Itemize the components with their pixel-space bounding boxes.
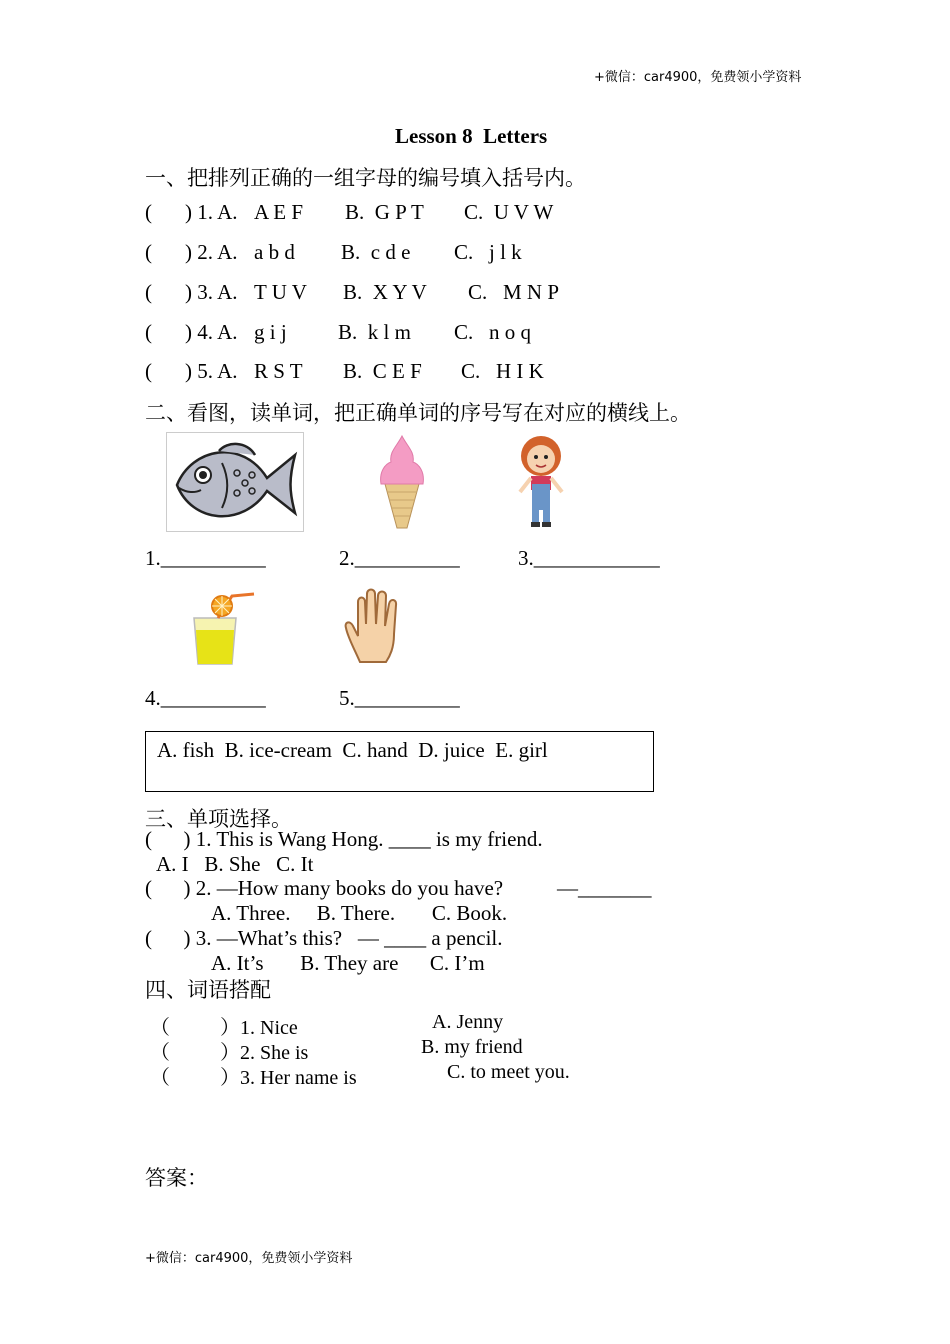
part1-heading: 一、把排列正确的一组字母的编号填入括号内。 bbox=[145, 166, 586, 190]
question-1: ( ) 1. This is Wang Hong. ____ is my friend. bbox=[145, 827, 543, 851]
option-b: B. c d e bbox=[341, 240, 411, 264]
part3-heading: 三、单项选择。 bbox=[145, 807, 292, 831]
answers-label: 答案： bbox=[145, 1166, 208, 1190]
question-3-options: A. It’s B. They are C. I’m bbox=[211, 951, 485, 975]
option-b: B. X Y V bbox=[343, 280, 427, 304]
paren: ( bbox=[145, 200, 152, 224]
option-c: C. n o q bbox=[454, 320, 532, 344]
match-right-1: A. Jenny bbox=[432, 1011, 504, 1033]
match-right-2: B. my friend bbox=[421, 1036, 523, 1058]
blank-1: 1.__________ bbox=[145, 546, 266, 570]
hand-icon bbox=[344, 588, 408, 664]
girl-icon bbox=[512, 434, 570, 530]
juice-icon bbox=[188, 588, 258, 666]
item-number: ) 2. A. bbox=[185, 240, 238, 264]
option-b: B. k l m bbox=[338, 320, 411, 344]
word-box-text: A. fish B. ice-cream C. hand D. juice E. girl bbox=[157, 738, 548, 762]
ice-cream-icon bbox=[377, 434, 427, 530]
match-right-3: C. to meet you. bbox=[447, 1061, 570, 1083]
paren: ( bbox=[145, 280, 152, 304]
question-3: ( ) 3. —What’s this? — ____ a pencil. bbox=[145, 926, 503, 950]
option-c: C. M N P bbox=[468, 280, 560, 304]
blank-3: 3.____________ bbox=[518, 546, 660, 570]
fish-icon bbox=[166, 432, 304, 532]
option-b: B. C E F bbox=[343, 359, 422, 383]
match-left-3: （ ）3. Her name is bbox=[150, 1067, 357, 1089]
option-c: C. H I K bbox=[461, 359, 544, 383]
question-2-options: A. Three. B. There. C. Book. bbox=[211, 901, 508, 925]
option-a: g i j bbox=[254, 320, 287, 344]
blank-2: 2.__________ bbox=[339, 546, 460, 570]
option-a: A E F bbox=[254, 200, 304, 224]
match-left-2: （ ）2. She is bbox=[150, 1042, 309, 1064]
part4-heading: 四、词语搭配 bbox=[145, 978, 271, 1002]
option-a: a b d bbox=[254, 240, 295, 264]
footer-note: +微信：car4900，免费领小学资料 bbox=[145, 1251, 353, 1266]
option-c: C. j l k bbox=[454, 240, 522, 264]
item-number: ) 1. A. bbox=[185, 200, 238, 224]
item-number: ) 4. A. bbox=[185, 320, 238, 344]
blank-5: 5.__________ bbox=[339, 686, 460, 710]
paren: ( bbox=[145, 359, 152, 383]
paren: ( bbox=[145, 320, 152, 344]
part2-heading: 二、看图，读单词，把正确单词的序号写在对应的横线上。 bbox=[145, 401, 691, 425]
option-b: B. G P T bbox=[345, 200, 424, 224]
option-a: R S T bbox=[254, 359, 303, 383]
option-c: C. U V W bbox=[464, 200, 554, 224]
page-title: Lesson 8 Letters bbox=[395, 124, 548, 148]
option-a: T U V bbox=[254, 280, 307, 304]
item-number: ) 5. A. bbox=[185, 359, 238, 383]
paren: ( bbox=[145, 240, 152, 264]
question-2: ( ) 2. —How many books do you have? bbox=[145, 876, 504, 900]
question-2-blank: —_______ bbox=[557, 876, 652, 900]
item-number: ) 3. A. bbox=[185, 280, 238, 304]
header-note: +微信：car4900，免费领小学资料 bbox=[594, 70, 802, 85]
blank-4: 4.__________ bbox=[145, 686, 266, 710]
question-1-options: A. I B. She C. It bbox=[156, 852, 314, 876]
match-left-1: （ ）1. Nice bbox=[150, 1017, 298, 1039]
